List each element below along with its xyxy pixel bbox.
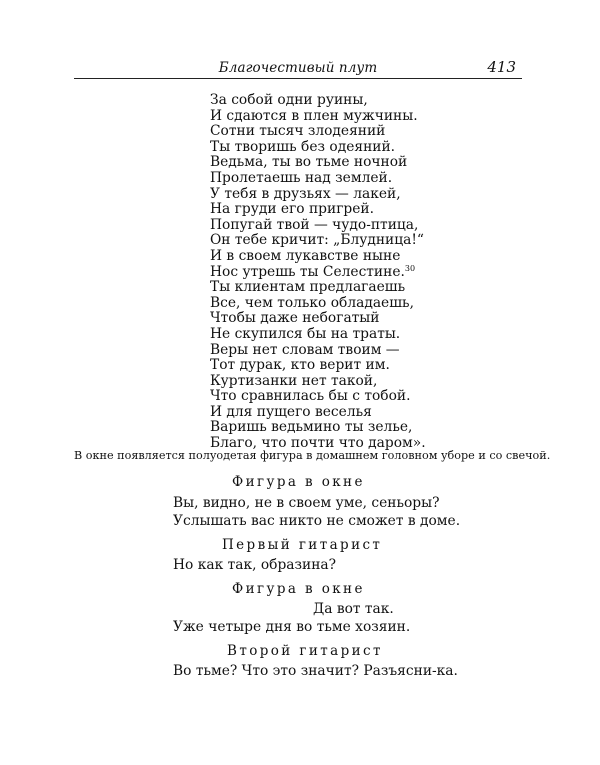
speaker-name: Фигура в окне	[232, 581, 365, 597]
speaker-name: Второй гитарист	[227, 643, 383, 659]
verse-line: Он тебе кричит: „Блудница!“	[210, 232, 424, 249]
speaker-name: Первый гитарист	[222, 537, 383, 553]
dialogue-line: Да вот так.	[313, 601, 394, 617]
verse-line: Благо, что почти что даром».	[210, 435, 426, 452]
verse-line: И для пущего веселья	[210, 403, 372, 420]
running-title: Благочестивый плут	[218, 60, 378, 76]
verse-line: Ведьма, ты во тьме ночной	[210, 154, 408, 171]
running-head	[74, 58, 522, 78]
verse-line: Чтобы даже небогатый	[210, 310, 380, 327]
verse-line: Веры нет словам твоим —	[210, 341, 400, 358]
verse-line: Сотни тысяч злодеяний	[210, 123, 386, 140]
verse-stanza	[210, 93, 426, 452]
verse-line: Варишь ведьмино ты зелье,	[210, 419, 413, 436]
verse-line-text: Нос утрешь ты Селестине.	[210, 263, 405, 280]
page-number: 413	[487, 58, 516, 76]
verse-line: Ты клиентам предлагаешь	[210, 279, 406, 296]
dialogue-line: Но как так, образина?	[173, 557, 337, 573]
stage-direction: В окне появляется полуодетая фигура в домашнем головном уборе и со свечой.	[74, 449, 551, 462]
verse-line: Пролетаешь над землей.	[210, 169, 393, 186]
verse-line: Все, чем только обладаешь,	[210, 294, 414, 311]
dialogue-line: Уже четыре дня во тьме хозяин.	[173, 619, 411, 635]
verse-line: Куртизанки нет такой,	[210, 372, 378, 389]
verse-line: И сдаются в плен мужчины.	[210, 107, 418, 124]
verse-line: Тот дурак, кто верит им.	[210, 357, 390, 374]
verse-line: Ты творишь без одеяний.	[210, 138, 396, 155]
verse-line: Не скупился бы на траты.	[210, 325, 401, 342]
verse-line: Попугай твой — чудо-птица,	[210, 216, 419, 233]
verse-line: И в своем лукавстве ныне	[210, 247, 401, 264]
verse-line: У тебя в друзьях — лакей,	[210, 185, 401, 202]
verse-line-with-footnote	[210, 265, 426, 281]
dialogue-line: Услышать вас никто не сможет в доме.	[173, 513, 461, 529]
verse-line: На груди его пригрей.	[210, 201, 375, 218]
footnote-marker[interactable]: 30	[404, 263, 416, 273]
verse-line: Что сравнилась бы с тобой.	[210, 388, 411, 405]
verse-line: За собой одни руины,	[210, 92, 368, 108]
header-rule	[74, 78, 522, 79]
speaker-name: Фигура в окне	[232, 474, 365, 490]
dialogue-line: Во тьме? Что это значит? Разъясни-ка.	[173, 663, 458, 679]
dialogue-line: Вы, видно, не в своем уме, сеньоры?	[173, 495, 440, 511]
